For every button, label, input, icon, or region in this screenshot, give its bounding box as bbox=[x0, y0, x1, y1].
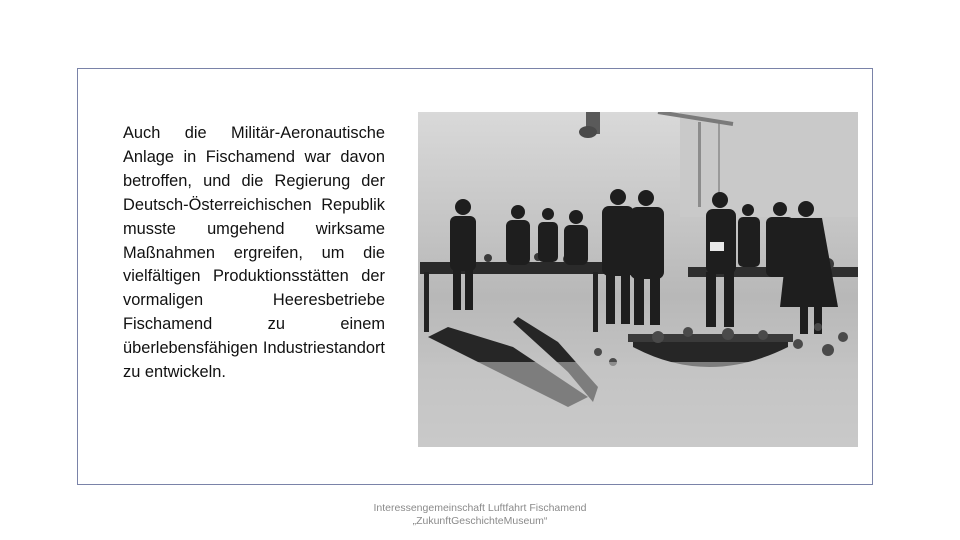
footer-motto: „ZukunftGeschichteMuseum“ bbox=[412, 515, 548, 527]
footer-organization: Interessengemeinschaft Luftfahrt Fischamend bbox=[373, 502, 587, 514]
footer bbox=[0, 502, 960, 528]
historical-photo-workers-engine-parts bbox=[418, 112, 858, 447]
body-text: Auch die Militär-Aeronautische Anlage in Fischamend war davon betroffen, und die Regierung der Deutsch-Österreichischen Republik musste umgehend wirksame Maßnahmen ergreifen, um die vielfältigen Produktionsstätten der vormaligen Heeresbetriebe Fischamend zu einem überlebensfähigen Industriestandort zu entwickeln. bbox=[123, 124, 385, 382]
